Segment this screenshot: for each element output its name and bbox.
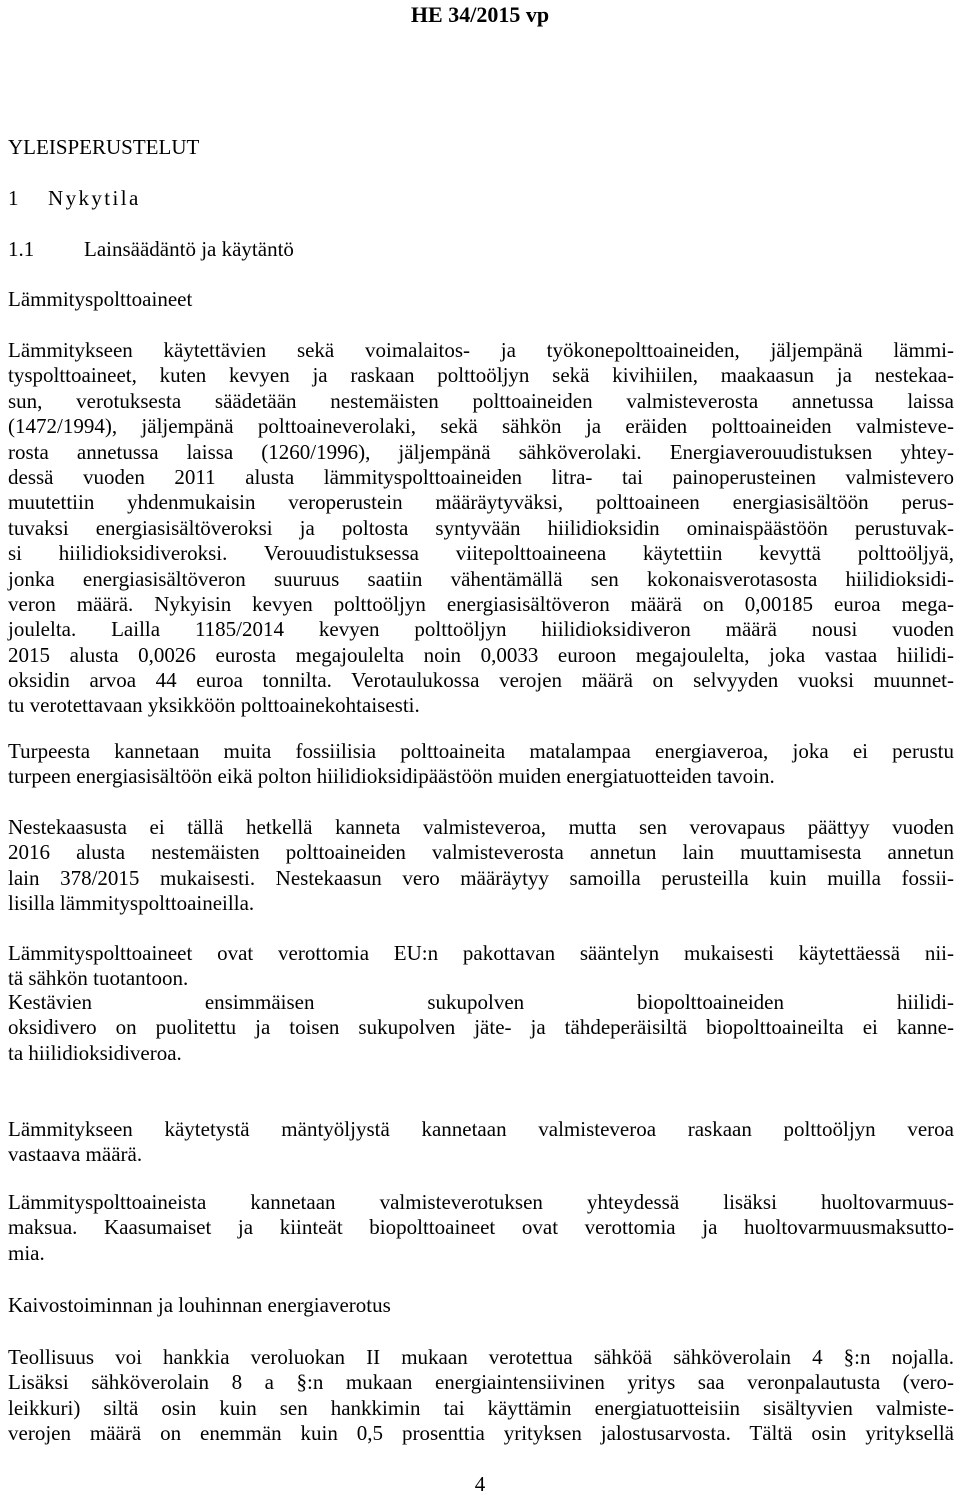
text-line: mia. bbox=[8, 1240, 45, 1265]
text-line: lain 378/2015 mukaisesti. Nestekaasun vero määräytyy samoilla perusteilla kuin muilla fossii- bbox=[8, 865, 954, 890]
text-line: Lämmityspolttoaineet ovat verottomia EU:n pakottavan sääntelyn mukaisesti käytettäessä nii- bbox=[8, 941, 954, 965]
text-line: veron määrä. Nykyisin kevyen polttoöljyn energiasisältöveron määrä on 0,00185 euroa mega- bbox=[8, 591, 954, 616]
text-line: 2015 alusta 0,0026 eurosta megajoulelta noin 0,0033 euroon megajoulelta, joka vastaa hiilidi- bbox=[8, 642, 954, 667]
text-line: turpeen energiasisältöön eikä polton hiilidioksidipäästöön muiden energiatuotteiden tavoin. bbox=[8, 764, 775, 789]
text-line: Teollisuus voi hankkia veroluokan II mukaan verotettua sähköä sähköverolain 4 §:n nojalla. bbox=[8, 1345, 954, 1369]
subsection-title: Lainsäädäntö ja käytäntö bbox=[84, 237, 294, 261]
text-line: Nestekaasusta ei tällä hetkellä kanneta valmisteveroa, mutta sen verovapaus päättyy vuoden bbox=[8, 815, 954, 839]
section-heading-1-1 bbox=[8, 237, 294, 261]
text-line: Lisäksi sähköverolain 8 a §:n mukaan energiaintensiivinen yritys saa veronpalautusta (vero- bbox=[8, 1370, 954, 1395]
text-line: Lämmityspolttoaineista kannetaan valmisteverotuksen yhteydessä lisäksi huoltovarmuus- bbox=[8, 1190, 954, 1214]
text-line: oksidin arvoa 44 euroa tonnilta. Verotaulukossa verojen määrä on selvyyden vuoksi muunnet- bbox=[8, 668, 954, 693]
paragraph-4 bbox=[8, 941, 954, 992]
paragraph-3 bbox=[8, 815, 954, 917]
paragraph-1 bbox=[8, 338, 954, 719]
document-id-header: HE 34/2015 vp bbox=[410, 2, 550, 27]
text-line: sun, verotuksesta säädetään nestemäisten polttoaineiden valmisteverosta annetussa laissa bbox=[8, 388, 954, 413]
text-line: joulelta. Lailla 1185/2014 kevyen polttoöljyn hiilidioksidiveron määrä nousi vuoden bbox=[8, 617, 954, 642]
text-line: ta hiilidioksidiveroa. bbox=[8, 1040, 182, 1065]
text-line: Kestävien ensimmäisen sukupolven biopolttoaineiden hiilidi- bbox=[8, 990, 954, 1014]
text-line: dessä vuoden 2011 alusta lämmityspolttoaineiden litra- tai painoperusteinen valmistevero bbox=[8, 464, 954, 489]
section-heading-1 bbox=[8, 186, 141, 210]
paragraph-2 bbox=[8, 739, 954, 790]
text-line: Lämmitykseen käytettävien sekä voimalaitos- ja työkonepolttoaineiden, jäljempänä lämmi- bbox=[8, 338, 954, 362]
text-line: tyspolttoaineet, kuten kevyen ja raskaan polttoöljyn sekä kivihiilen, maakaasun ja nestekaa- bbox=[8, 363, 954, 388]
text-line: tä sähkön tuotantoon. bbox=[8, 966, 189, 991]
text-line: vastaava määrä. bbox=[8, 1142, 143, 1167]
main-heading: YLEISPERUSTELUT bbox=[8, 135, 200, 159]
subheading-heating-fuels: Lämmityspolttoaineet bbox=[8, 287, 193, 311]
text-line: Turpeesta kannetaan muita fossiilisia polttoaineita matalampaa energiaveroa, joka ei perustu bbox=[8, 739, 954, 763]
text-line: tu verotettavaan yksikköön polttoainekohtaisesti. bbox=[8, 693, 420, 718]
text-line: rosta annetussa laissa (1260/1996), jäljempänä sähköverolaki. Energiaverouudistuksen yhtey- bbox=[8, 439, 954, 464]
text-line: maksua. Kaasumaiset ja kiinteät biopolttoaineet ovat verottomia ja huoltovarmuusmaksutto- bbox=[8, 1215, 954, 1240]
section-number: 1 bbox=[8, 186, 19, 210]
subheading-mining-energy-tax: Kaivostoiminnan ja louhinnan energiaverotus bbox=[8, 1293, 391, 1317]
page-number: 4 bbox=[474, 1472, 486, 1496]
subsection-number: 1.1 bbox=[8, 237, 35, 261]
text-line: 2016 alusta nestemäisten polttoaineiden valmisteverosta annetun lain muuttamisesta annetun bbox=[8, 840, 954, 865]
paragraph-6 bbox=[8, 1117, 954, 1168]
text-line: lisilla lämmityspolttoaineilla. bbox=[8, 891, 255, 916]
text-line: Lämmitykseen käytetystä mäntyöljystä kannetaan valmisteveroa raskaan polttoöljyn veroa bbox=[8, 1117, 954, 1141]
text-line: (1472/1994), jäljempänä polttoaineverolaki, sekä sähkön ja eräiden polttoaineiden valmisteve- bbox=[8, 414, 954, 439]
paragraph-7 bbox=[8, 1190, 954, 1266]
paragraph-8 bbox=[8, 1345, 954, 1447]
text-line: leikkuri) siltä osin kuin sen hankkimin tai käyttämin energiatuotteisiin sisältyvien valmiste- bbox=[8, 1395, 954, 1420]
text-line: verojen määrä on enemmän kuin 0,5 prosenttia yrityksen jalostusarvosta. Tältä osin yrityksellä bbox=[8, 1421, 954, 1446]
text-line: si hiilidioksidiveroksi. Verouudistuksessa viitepolttoaineena käytettiin kevyttä polttoöljyä, bbox=[8, 541, 954, 566]
section-title: Nykytila bbox=[48, 186, 141, 210]
text-line: jonka energiasisältöveron suuruus saatiin vähentämällä sen kokonaisverotasosta hiilidioksidi- bbox=[8, 566, 954, 591]
text-line: tuvaksi energiasisältöveroksi ja poltosta syntyvään hiilidioksidin ominaispäästöön perustuvak- bbox=[8, 515, 954, 540]
text-line: oksidivero on puolitettu ja toisen sukupolven jäte- ja tähdeperäisiltä biopolttoaineilta ei kanne- bbox=[8, 1015, 954, 1040]
paragraph-5 bbox=[8, 990, 954, 1066]
text-line: muutettiin yhdenmukaisin veroperustein määräytyväksi, polttoaineen energiasisältöön perus- bbox=[8, 490, 954, 515]
